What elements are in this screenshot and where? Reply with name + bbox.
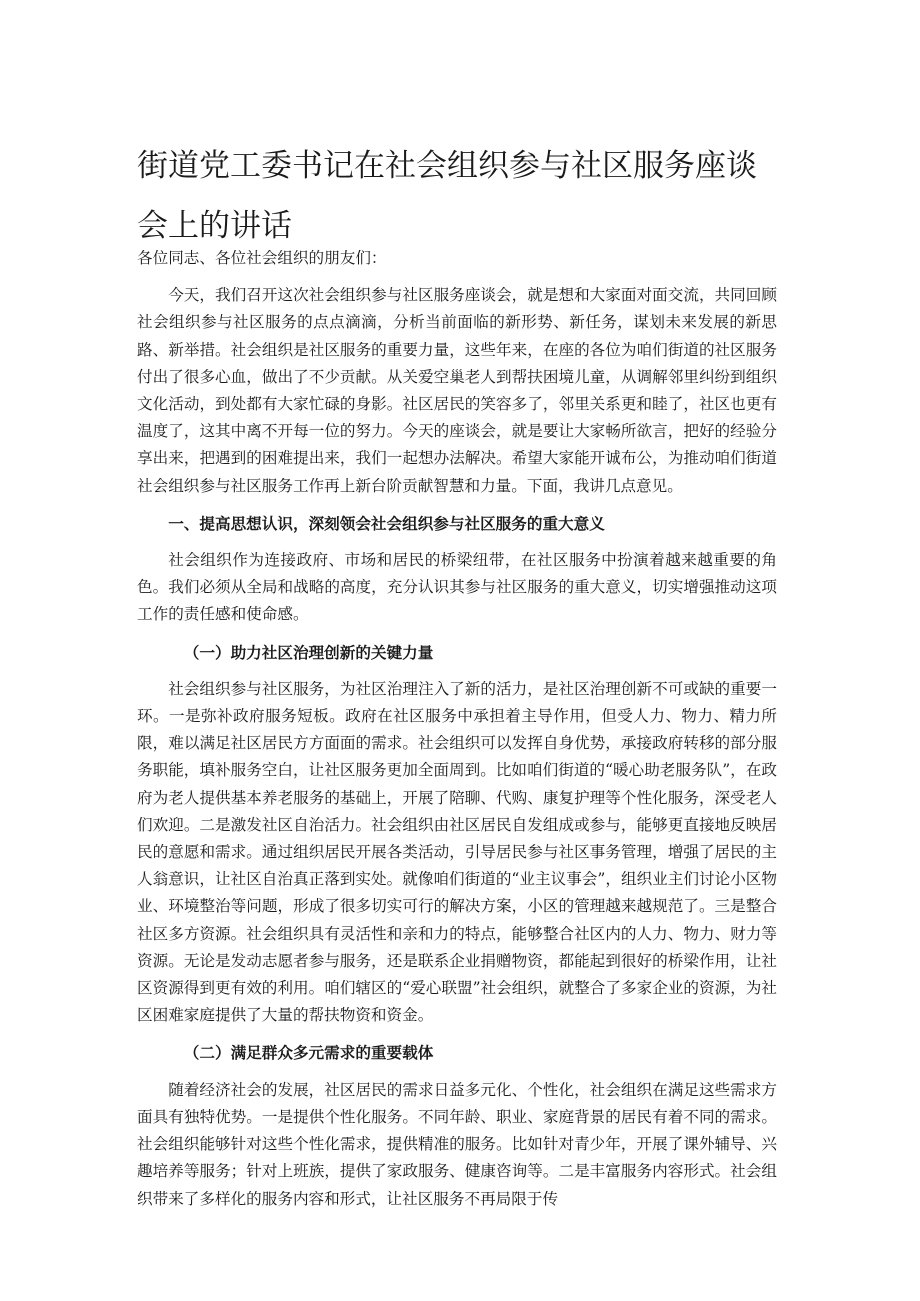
section-heading: 一、提高思想认识，深刻领会社会组织参与社区服务的重大意义: [168, 513, 605, 533]
section-intro-paragraph: 社会组织作为连接政府、市场和居民的桥梁纽带，在社区服务中扮演着越来越重要的角色。我们必须从全局和战略的高度，充分认识其参与社区服务的重大意义，切实增强推动这项工作的责任感和使命感。: [137, 551, 777, 624]
subsection-paragraph-1: 社会组织参与社区服务，为社区治理注入了新的活力，是社区治理创新不可或缺的重要一环。一是弥补政府服务短板。政府在社区服务中承担着主导作用，但受人力、物力、精力所限，难以满足社区居民方方面面的需求。社会组织可以发挥自身优势，承接政府转移的部分服务职能，填补服务空白，让社区服务更加全面周到。比如咱们街道的“暖心助老服务队”，在政府为老人提供基本养老服务的基础上，开展了陪聊、代购、康复护理等个性化服务，深受老人们欢迎。二是激发社区自治活力。社会组织由社区居民自发组成或参与，能够更直接地反映居民的意愿和需求。通过组织居民开展各类活动，引导居民参与社区事务管理，增强了居民的主人翁意识，让社区自治真正落到实处。就像咱们街道的“业主议事会”，组织业主们讨论小区物业、环境整治等问题，形成了很多切实可行的解决方案，小区的管理越来越规范了。三是整合社区多方资源。社会组织具有灵活性和亲和力的特点，能够整合社区内的人力、物力、财力等资源。无论是发动志愿者参与服务，还是联系企业捐赠物资，都能起到很好的桥梁作用，让社区资源得到更有效的利用。咱们辖区的“爱心联盟”社会组织，就整合了多家企业的资源，为社区困难家庭提供了大量的帮扶物资和资金。: [137, 679, 777, 1025]
document-title: 街道党工委书记在社会组织参与社区服务座谈会上的讲话: [137, 148, 757, 244]
intro-paragraph: 今天，我们召开这次社会组织参与社区服务座谈会，就是想和大家面对面交流，共同回顾社会组织参与社区服务的点点滴滴，分析当前面临的新形势、新任务，谋划未来发展的新思路、新举措。社会组织是社区服务的重要力量，这些年来，在座的各位为咱们街道的社区服务付出了很多心血，做出了不少贡献。从关爱空巢老人到帮扶困境儿童，从调解邻里纠纷到组织文化活动，到处都有大家忙碌的身影。社区居民的笑容多了，邻里关系更和睦了，社区也更有温度了，这其中离不开每一位的努力。今天的座谈会，就是要让大家畅所欲言，把好的经验分享出来，把遇到的困难提出来，我们一起想办法解决。希望大家能开诚布公，为推动咱们街道社会组织参与社区服务工作再上新台阶贡献智慧和力量。下面，我讲几点意见。: [137, 286, 777, 495]
salutation: 各位同志、各位社会组织的朋友们：: [137, 249, 387, 267]
document-body: [137, 245, 777, 1213]
subsection-heading-1: （一）助力社区治理创新的关键力量: [183, 642, 434, 662]
subsection-paragraph-2: 随着经济社会的发展，社区居民的需求日益多元化、个性化，社会组织在满足这些需求方面具有独特优势。一是提供个性化服务。不同年龄、职业、家庭背景的居民有着不同的需求。社会组织能够针对这些个性化需求，提供精准的服务。比如针对青少年，开展了课外辅导、兴趣培养等服务；针对上班族，提供了家政服务、健康咨询等。二是丰富服务内容形式。社会组织带来了多样化的服务内容和形式，让社区服务不再局限于传: [137, 1080, 777, 1208]
subsection-heading-2: （二）满足群众多元需求的重要载体: [183, 1043, 434, 1063]
